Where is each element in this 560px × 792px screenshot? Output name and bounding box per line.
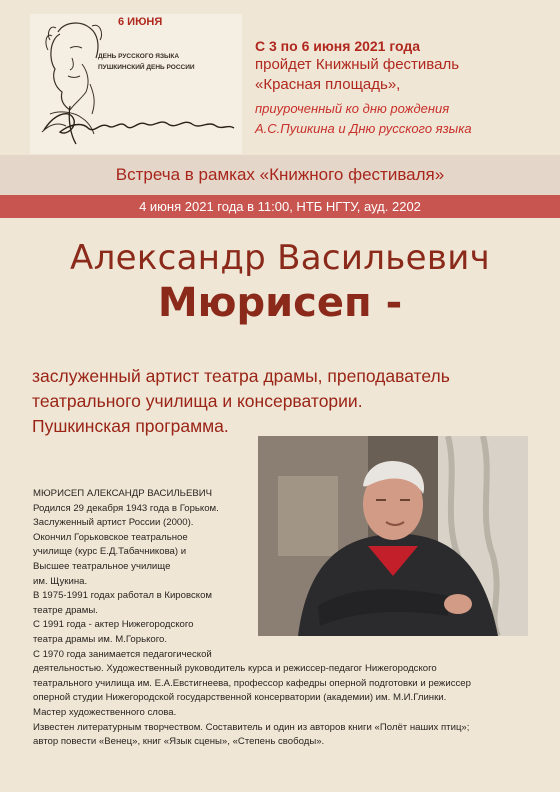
- bio-line: училище (курс Е.Д.Табачникова) и: [33, 546, 187, 558]
- bio-line: театра драмы им. М.Горького.: [33, 633, 167, 645]
- festival-line-4: приуроченный ко дню рождения: [255, 101, 450, 116]
- bio-line: оперной студии Нижегородской государственной консерватории (академии) им. М.И.Глинки.: [33, 692, 447, 704]
- bio-line: С 1970 года занимается педагогической: [33, 648, 212, 660]
- bio-line: театре драмы.: [33, 604, 98, 616]
- bio-line: МЮРИСЕП АЛЕКСАНДР ВАСИЛЬЕВИЧ: [33, 488, 213, 499]
- badge-line-1: ДЕНЬ РУССКОГО ЯЗЫКА: [98, 53, 180, 60]
- person-surname: Мюрисеп -: [157, 280, 403, 326]
- person-first-names: Александр Васильевич: [70, 238, 490, 278]
- biography: [33, 487, 533, 750]
- meeting-title: Встреча в рамках «Книжного фестиваля»: [115, 165, 445, 184]
- description-line: Пушкинская программа.: [32, 416, 229, 436]
- bio-line: Окончил Горьковское театральное: [33, 531, 188, 543]
- bio-line: автор повести «Венец», книг «Язык сцены», «Степень свободы».: [33, 736, 325, 748]
- bio-line: Высшее театральное училище: [33, 560, 171, 572]
- festival-name: «Красная площадь»,: [255, 76, 401, 93]
- bio-line: Родился 29 декабря 1943 года в Горьком.: [33, 502, 219, 514]
- bio-line: Мастер художественного слова.: [33, 706, 177, 718]
- person-description: [32, 364, 547, 439]
- description-line: заслуженный артист театра драмы, преподаватель: [32, 366, 450, 386]
- festival-dates: С 3 по 6 июня 2021 года: [255, 38, 421, 54]
- pushkin-portrait-banner: [30, 14, 242, 154]
- bio-line: С 1991 года - актер Нижегородского: [33, 619, 194, 631]
- pushkin-sketch-icon: [30, 14, 242, 154]
- festival-line-2: пройдет Книжный фестиваль: [255, 56, 460, 73]
- bio-line: В 1975-1991 годах работал в Кировском: [33, 590, 212, 602]
- badge-line-2: ПУШКИНСКИЙ ДЕНЬ РОССИИ: [98, 64, 195, 71]
- festival-line-5: А.С.Пушкина и Дню русского языка: [255, 121, 472, 136]
- description-line: театрального училища и консерватории.: [32, 391, 363, 411]
- bio-line: Заслуженный артист России (2000).: [33, 517, 194, 529]
- bio-line: Известен литературным творчеством. Составитель и один из авторов книги «Полёт наших птиц»;: [33, 721, 470, 733]
- bio-line: деятельностью. Художественный руководитель курса и режиссер-педагог Нижегородского: [33, 663, 437, 675]
- bio-line: им. Щукина.: [33, 575, 88, 587]
- bio-line: театрального училища им. Е.А.Евстигнеева, профессор кафедры оперной подготовки и режиссер: [33, 677, 471, 689]
- badge-date: 6 ИЮНЯ: [118, 16, 163, 28]
- meeting-details: 4 июня 2021 года в 11:00, НТБ НГТУ, ауд. 2202: [139, 199, 421, 214]
